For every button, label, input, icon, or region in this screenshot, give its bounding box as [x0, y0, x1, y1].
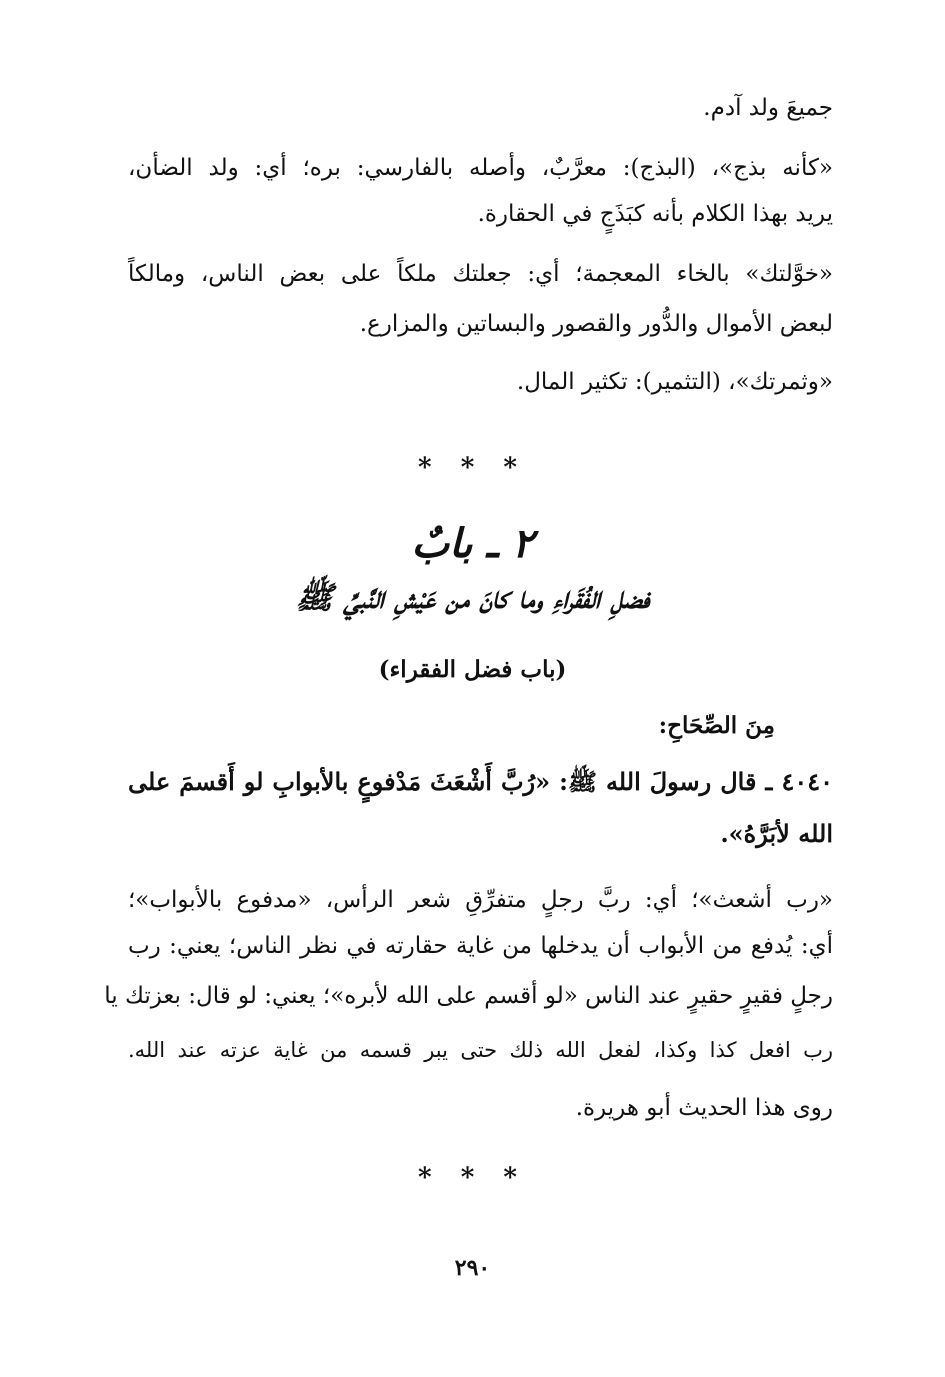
section-separator-top: * * *	[418, 453, 527, 483]
text-line-4: «خوَّلتك» بالخاء المعجمة؛ أي: جعلتك ملكاً على بعض الناس، ومالكاً	[128, 261, 833, 287]
chapter-title: فضلِ الفُقَراءِ وما كانَ من عَيْشِ النَّبيِّ ﷺ	[295, 580, 650, 616]
section-separator-bottom: * * *	[418, 1163, 527, 1193]
text-line-3: يريد بهذا الكلام بأنه كبَذَجٍ في الحقارة.	[477, 201, 833, 227]
commentary-line-3: رجلٍ فقيرٍ حقيرٍ عند الناس «لو أقسم على الله لأبره»؛ يعني: لو قال: بعزتك يا	[104, 983, 833, 1009]
text-line-1: جميعَ ولد آدم.	[703, 95, 833, 121]
hadith-line-2: الله لأبَرَّهُ».	[720, 819, 833, 848]
text-line-2: «كأنه بذج»، (البذج): معرَّبٌ، وأصله بالفارسي: بره؛ أي: ولد الضأن،	[128, 155, 833, 181]
hadith-line-1: ٤٠٤٠ ـ قال رسولَ الله ﷺ: «رُبَّ أَشْعَثَ مَدْفوعٍ بالأبوابِ لو أَقسمَ على	[128, 767, 833, 796]
chapter-number: ٢ ـ بابٌ	[411, 520, 534, 567]
chapter-subtitle: (باب فضل الفقراء)	[378, 656, 567, 683]
page-number: ٢٩٠	[454, 1255, 491, 1281]
commentary-line-4: رب افعل كذا وكذا، لفعل الله ذلك حتى يبر قسمه من غاية عزته عند الله.	[128, 1038, 833, 1062]
commentary-line-1: «رب أشعث»؛ أي: ربَّ رجلٍ متفرِّقِ شعر الرأس، «مدفوع بالأبواب»؛	[128, 887, 833, 913]
section-label: مِنَ الصِّحَاحِ:	[658, 712, 775, 739]
text-line-5: لبعض الأموال والدُّور والقصور والبساتين والمزارع.	[359, 311, 833, 337]
commentary-line-2: أي: يُدفع من الأبواب أن يدخلها من غاية حقارته في نظر الناس؛ يعني: رب	[128, 933, 833, 959]
text-line-6: «وثمرتك»، (التثمير): تكثير المال.	[516, 369, 833, 395]
commentary-line-5: روى هذا الحديث أبو هريرة.	[575, 1095, 833, 1121]
